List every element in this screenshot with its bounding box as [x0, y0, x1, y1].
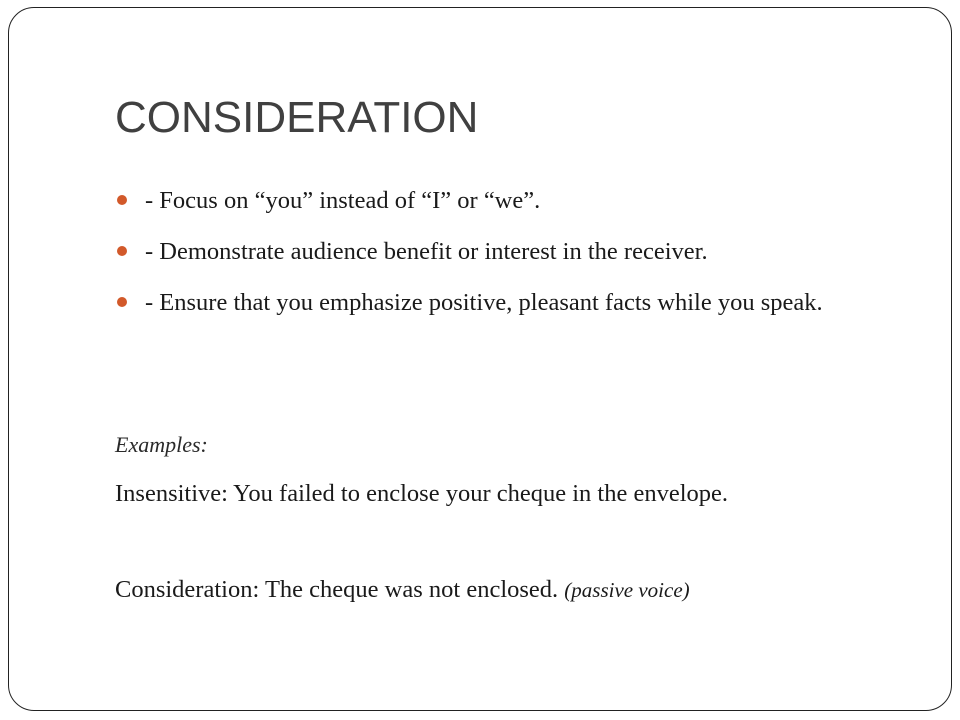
bullet-dot-icon [117, 246, 127, 256]
slide-frame [8, 7, 952, 711]
bullet-text: - Demonstrate audience benefit or interest in the receiver. [145, 238, 708, 265]
examples-label: Examples: [115, 432, 208, 457]
consideration-example-line [115, 573, 690, 607]
bullet-item-positive-facts [115, 284, 915, 321]
passive-voice-note: (passive voice) [564, 578, 690, 602]
bullet-text: - Focus on “you” instead of “I” or “we”. [145, 187, 541, 214]
bullet-dot-icon [117, 195, 127, 205]
bullet-list [115, 182, 915, 335]
slide-title: CONSIDERATION [115, 93, 479, 142]
consideration-example: Consideration: The cheque was not enclosed. [115, 576, 559, 603]
bullet-text: - Ensure that you emphasize positive, pleasant facts while you speak. [145, 289, 823, 316]
bullet-item-focus-on-you [115, 182, 915, 219]
bullet-dot-icon [117, 297, 127, 307]
insensitive-example: Insensitive: You failed to enclose your cheque in the envelope. [115, 480, 729, 507]
bullet-item-audience-benefit [115, 233, 915, 270]
